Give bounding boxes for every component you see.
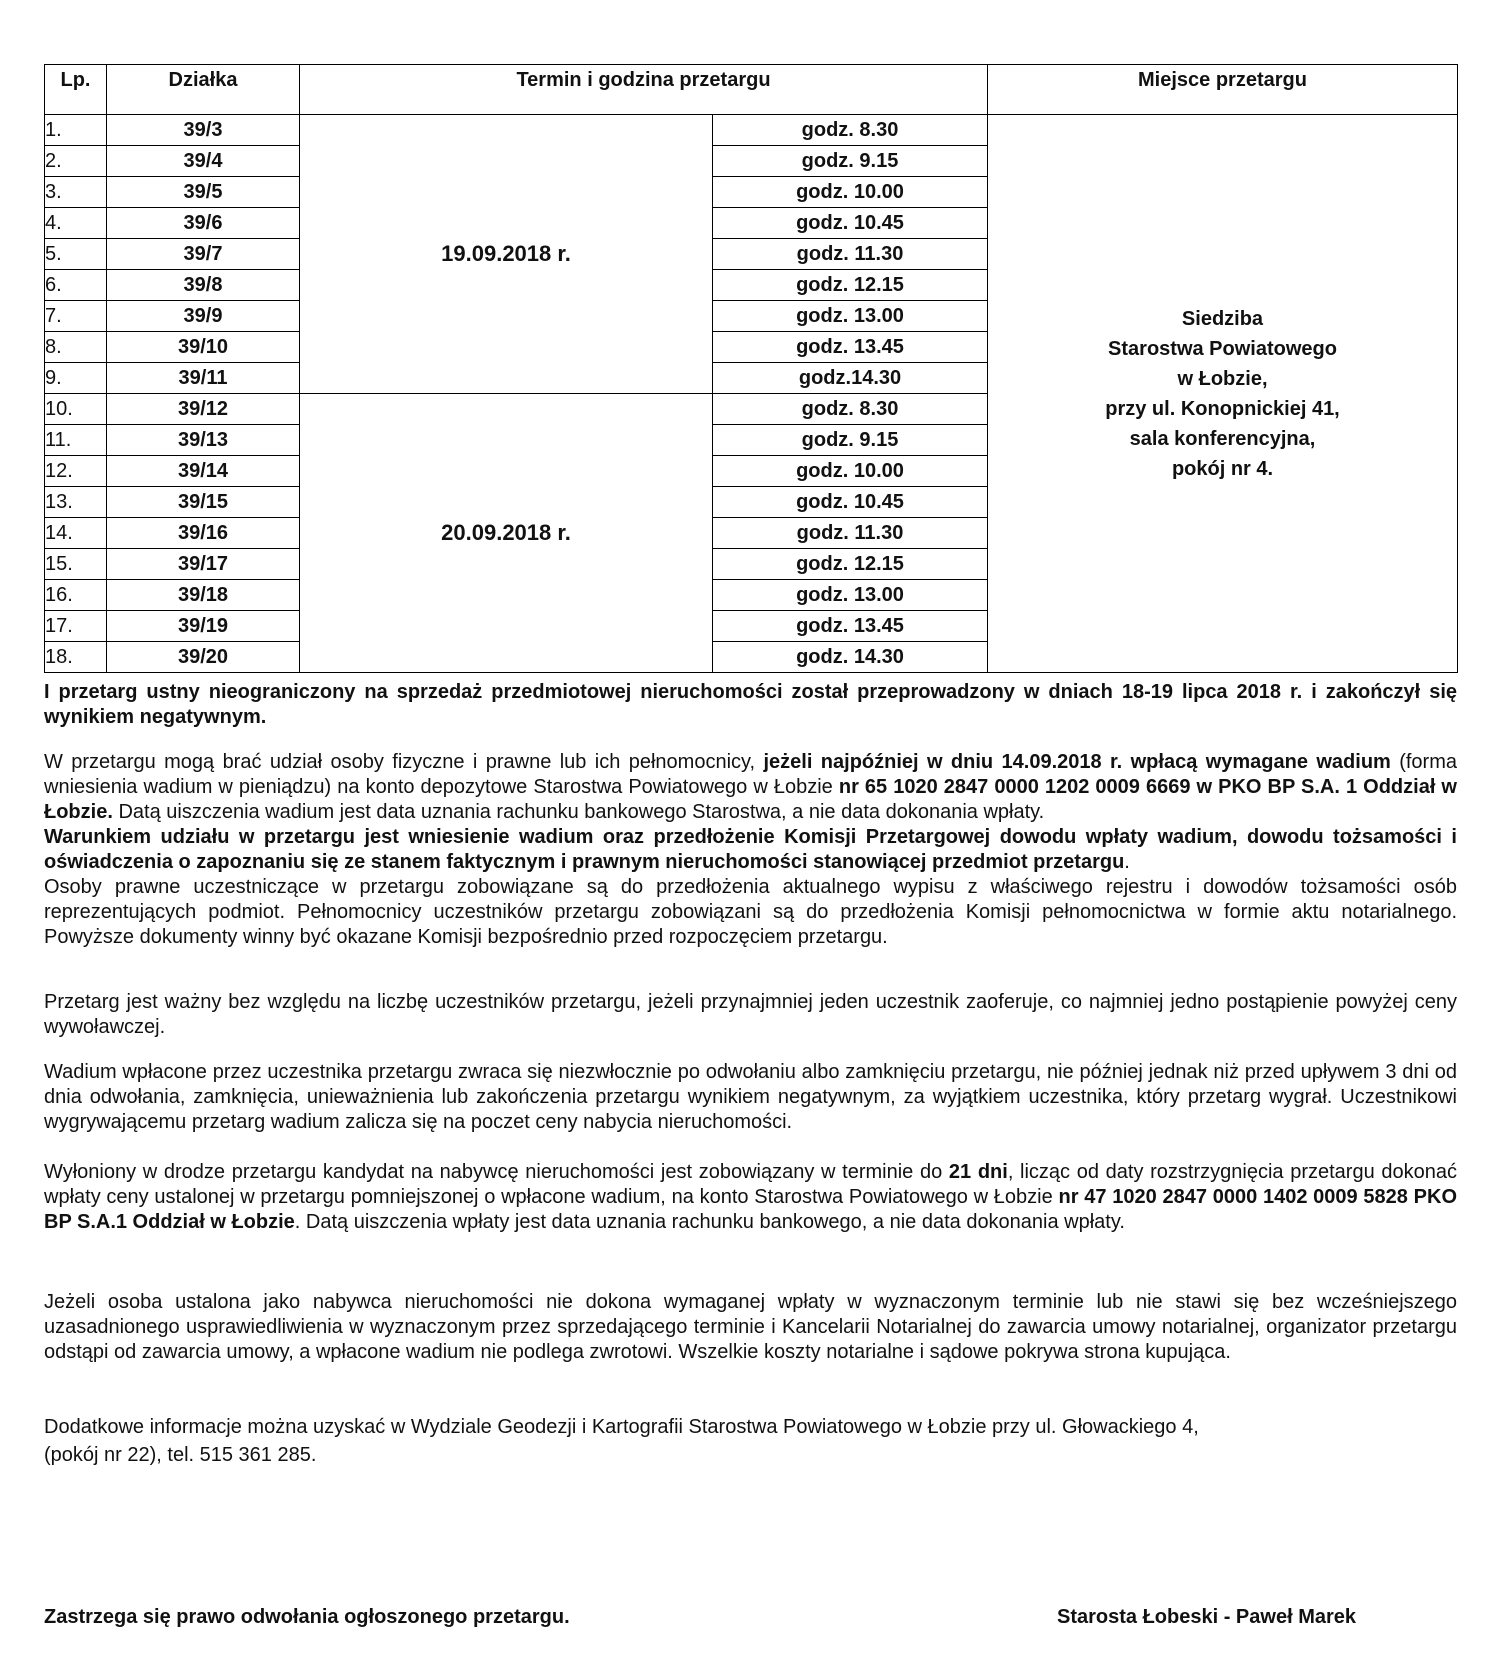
validity-text: Przetarg jest ważny bez względu na liczbę uczestników przetargu, jeżeli przynajmniej jeden uczestnik zaoferuje, co najmniej jedno postąpienie powyżej ceny wywoławczej. (44, 991, 1457, 1038)
auction-place (988, 115, 1458, 673)
auction-hour: godz. 11.30 (713, 239, 988, 270)
plot-number: 39/15 (107, 487, 300, 518)
row-number: 15. (45, 549, 107, 580)
refund-paragraph (44, 1060, 1457, 1135)
row-number: 2. (45, 146, 107, 177)
first-auction-text: I przetarg ustny nieograniczony na sprzedaż przedmiotowej nieruchomości został przeprowadzony w dniach 18-19 lipca 2018 r. i zakończył się wynikiem negatywnym. (44, 681, 1457, 728)
row-number: 14. (45, 518, 107, 549)
row-number: 16. (45, 580, 107, 611)
auction-date-2: 20.09.2018 r. (300, 394, 713, 673)
place-line: przy ul. Konopnickiej 41, (1105, 397, 1340, 420)
participation-section (44, 750, 1457, 950)
plot-number: 39/12 (107, 394, 300, 425)
signature: Starosta Łobeski - Paweł Marek (1057, 1606, 1357, 1628)
row-number: 8. (45, 332, 107, 363)
row-number: 4. (45, 208, 107, 239)
plot-number: 39/10 (107, 332, 300, 363)
payment-text-3: . Datą uiszczenia wpłaty jest data uznania rachunku bankowego, a nie data dokonania wpłaty. (294, 1211, 1125, 1233)
table-row (45, 115, 1458, 146)
participation-text: W przetargu mogą brać udział osoby fizyczne i prawne lub ich pełnomocnicy, (44, 751, 764, 773)
info-line-1: Dodatkowe informacje można uzyskać w Wydziale Geodezji i Kartografii Starostwa Powiatowego w Łobzie przy ul. Głowackiego 4, (44, 1416, 1199, 1438)
plot-number: 39/14 (107, 456, 300, 487)
auction-hour: godz. 8.30 (713, 394, 988, 425)
table-header-row (45, 65, 1458, 115)
reservation-note: Zastrzega się prawo odwołania ogłoszonego przetargu. (44, 1606, 570, 1628)
row-number: 1. (45, 115, 107, 146)
auction-hour: godz. 10.45 (713, 208, 988, 239)
row-number: 6. (45, 270, 107, 301)
header-place: Miejsce przetargu (988, 65, 1458, 115)
participation-paragraph (44, 750, 1457, 825)
plot-number: 39/8 (107, 270, 300, 301)
row-number: 5. (45, 239, 107, 270)
auction-hour: godz. 8.30 (713, 115, 988, 146)
auction-hour: godz. 11.30 (713, 518, 988, 549)
condition-end: . (1124, 851, 1130, 873)
plot-number: 39/5 (107, 177, 300, 208)
auction-hour: godz. 13.00 (713, 301, 988, 332)
place-line: pokój nr 4. (1171, 457, 1274, 480)
payment-text: Wyłoniony w drodze przetargu kandydat na nabywcę nieruchomości jest zobowiązany w terminie do (44, 1161, 949, 1183)
payment-account: nr 47 1020 2847 0000 1402 0009 5828 PKO BP S.A.1 Oddział w Łobzie (44, 1186, 1457, 1233)
place-line: sala konferencyjna, (1129, 427, 1316, 450)
condition-text: Warunkiem udziału w przetargu jest wniesienie wadium oraz przedłożenie Komisji Przetargowej dowodu wpłaty wadium, dowodu tożsamości i oświadczenia o zapoznaniu się ze stanem faktycznym i prawnym nieruchomości stanowiącej przedmiot przetargu (44, 826, 1457, 873)
auction-hour: godz.14.30 (713, 363, 988, 394)
refund-text: Wadium wpłacone przez uczestnika przetargu zwraca się niezwłocznie po odwołaniu albo zamknięciu przetargu, nie później jednak niż przed upływem 3 dni od dnia odwołania, zamknięcia, unieważnienia lub zakończenia przetargu wynikiem negatywnym, za wyjątkiem uczestnika, który przetarg wygrał. Uczestnikowi wygrywającemu przetarg wadium zalicza się na poczet ceny nabycia nieruchomości. (44, 1061, 1457, 1133)
forfeit-paragraph (44, 1290, 1457, 1365)
plot-number: 39/19 (107, 611, 300, 642)
plot-number: 39/3 (107, 115, 300, 146)
auction-hour: godz. 12.15 (713, 549, 988, 580)
row-number: 11. (45, 425, 107, 456)
row-number: 12. (45, 456, 107, 487)
place-line: Starostwa Powiatowego (1108, 337, 1337, 360)
plot-number: 39/17 (107, 549, 300, 580)
condition-paragraph (44, 825, 1457, 875)
deposit-account: nr 65 1020 2847 0000 1202 0009 6669 w PKO BP S.A. 1 Oddział w Łobzie. (44, 776, 1457, 823)
row-number: 18. (45, 642, 107, 673)
plot-number: 39/18 (107, 580, 300, 611)
place-line: Siedziba (1181, 307, 1264, 330)
payment-days: 21 dni (948, 1161, 1008, 1183)
participation-text-2: (forma wniesienia wadium w pieniądzu) na konto depozytowe Starostwa Powiatowego w Łobzie (44, 751, 1458, 798)
row-number: 17. (45, 611, 107, 642)
participation-text-3: Datą uiszczenia wadium jest data uznania rachunku bankowego Starostwa, a nie data dokonania wpłaty. (112, 801, 1045, 823)
auction-date-1: 19.09.2018 r. (300, 115, 713, 394)
auction-hour: godz. 14.30 (713, 642, 988, 673)
plot-number: 39/13 (107, 425, 300, 456)
info-line-2: (pokój nr 22), tel. 515 361 285. (44, 1444, 317, 1466)
row-number: 9. (45, 363, 107, 394)
payment-paragraph (44, 1160, 1457, 1235)
auction-hour: godz. 12.15 (713, 270, 988, 301)
plot-number: 39/20 (107, 642, 300, 673)
row-number: 13. (45, 487, 107, 518)
row-number: 3. (45, 177, 107, 208)
header-lp: Lp. (45, 65, 107, 115)
row-number: 10. (45, 394, 107, 425)
auction-hour: godz. 9.15 (713, 425, 988, 456)
plot-number: 39/9 (107, 301, 300, 332)
plot-number: 39/16 (107, 518, 300, 549)
header-plot: Działka (107, 65, 300, 115)
plot-number: 39/7 (107, 239, 300, 270)
validity-paragraph (44, 990, 1457, 1040)
header-term: Termin i godzina przetargu (300, 65, 988, 115)
auction-hour: godz. 13.45 (713, 611, 988, 642)
auction-schedule (44, 64, 1457, 673)
auction-hour: godz. 13.00 (713, 580, 988, 611)
row-number: 7. (45, 301, 107, 332)
plot-number: 39/6 (107, 208, 300, 239)
plot-number: 39/4 (107, 146, 300, 177)
first-auction-note (44, 680, 1457, 730)
info-paragraph (44, 1415, 1457, 1468)
deposit-deadline: jeżeli najpóźniej w dniu 14.09.2018 r. wpłacą wymagane wadium (763, 751, 1391, 773)
auction-hour: godz. 10.45 (713, 487, 988, 518)
place-line: w Łobzie, (1177, 367, 1268, 390)
auction-hour: godz. 9.15 (713, 146, 988, 177)
plot-number: 39/11 (107, 363, 300, 394)
entities-paragraph: Osoby prawne uczestniczące w przetargu zobowiązane są do przedłożenia aktualnego wypisu z właściwego rejestru i dowodów tożsamości osób reprezentujących podmiot. Pełnomocnicy uczestników przetargu zobowiązani są do przedłożenia Komisji pełnomocnictwa w formie aktu notarialnego. Powyższe dokumenty winny być okazane Komisji bezpośrednio przed rozpoczęciem przetargu. (44, 876, 1457, 948)
auction-hour: godz. 10.00 (713, 177, 988, 208)
auction-hour: godz. 13.45 (713, 332, 988, 363)
auction-hour: godz. 10.00 (713, 456, 988, 487)
payment-text-2: , licząc od daty rozstrzygnięcia przetargu dokonać wpłaty ceny ustalonej w przetargu pomniejszonej o wpłacone wadium, na konto Starostwa Powiatowego w Łobzie (44, 1161, 1457, 1208)
forfeit-text: Jeżeli osoba ustalona jako nabywca nieruchomości nie dokona wymaganej wpłaty w wyznaczonym terminie lub nie stawi się bez wcześniejszego uzasadnionego usprawiedliwienia w wyznaczonym przez sprzedającego terminie i Kancelarii Notarialnej do zawarcia umowy notarialnej, organizator przetargu odstąpi od zawarcia umowy, a wpłacone wadium nie podlega zwrotowi. Wszelkie koszty notarialne i sądowe pokrywa strona kupująca. (44, 1291, 1457, 1363)
auction-table (44, 64, 1458, 673)
